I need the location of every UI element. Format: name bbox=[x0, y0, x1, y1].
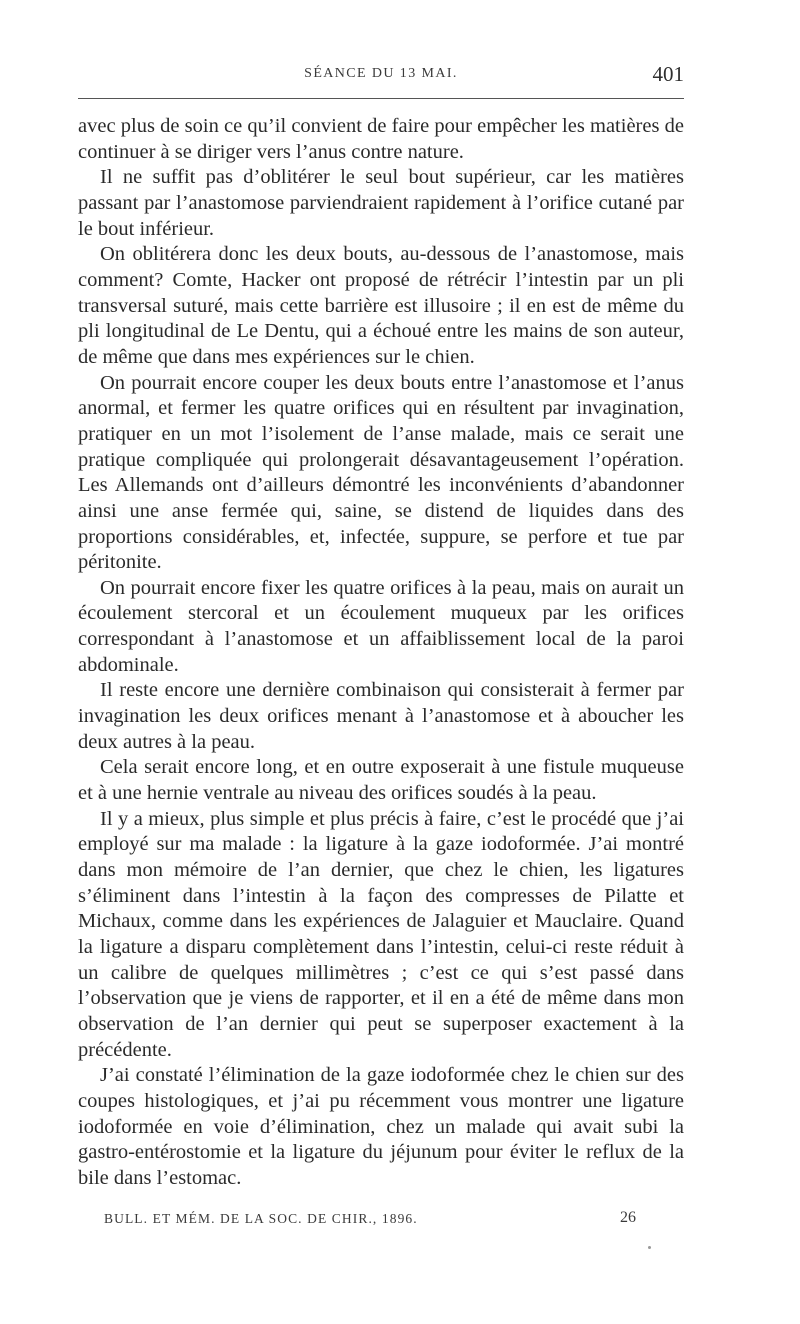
paragraph: On oblitérera donc les deux bouts, au-dessous de l’anastomose, mais comment? Comte, Hacker ont proposé de rétrécir l’intestin par un pli transversal suturé, mais cette barrière est illusoire ; il en est de même du pli longitudinal de Le Dentu, qui a échoué entre les mains de son auteur, de même que dans mes expériences sur le chien. bbox=[78, 243, 684, 368]
journal-reference: BULL. ET MÉM. DE LA SOC. DE CHIR., 1896. bbox=[104, 1211, 418, 1226]
header-rule bbox=[78, 98, 684, 99]
print-speck bbox=[648, 1246, 651, 1249]
paragraph: Il reste encore une dernière combinaison qui consisterait à fermer par invagination les deux orifices menant à l’anastomose et à aboucher les deux autres à la peau. bbox=[78, 679, 684, 753]
paragraph: On pourrait encore couper les deux bouts entre l’anastomose et l’anus anormal, et fermer les quatre orifices qui en résultent par invagination, pratiquer en un mot l’isolement de l’anse malade, mais ce serait une pratique compliquée qui prolongerait désavantageusement l’opération. Les Allemands ont d’ailleurs démontré les inconvénients d’abandonner ainsi une anse fermée qui, saine, se distend de liquides dans des proportions considérables, et, infectée, suppure, se perfore et tue par péritonite. bbox=[78, 371, 684, 574]
page-footer bbox=[78, 1209, 684, 1233]
running-title: SÉANCE DU 13 MAI. bbox=[304, 66, 458, 81]
paragraph: Il y a mieux, plus simple et plus précis à faire, c’est le procédé que j’ai employé sur ma malade : la ligature à la gaze iodoformée. J’ai montré dans mon mémoire de l’an dernier, que chez le chien, les ligatures s’éliminent dans l’intestin à la façon des compresses de Pilatte et Michaux, comme dans les expériences de Jalaguier et Mauclaire. Quand la ligature a disparu complètement dans l’intestin, celui-ci reste réduit à un calibre de quelques millimètres ; c’est ce qui s’est passé dans l’observation que je viens de rapporter, et il en a été de même dans mon observation de l’an dernier qui peut se superposer exactement à la précédente. bbox=[78, 807, 684, 1061]
signature-mark: 26 bbox=[620, 1209, 636, 1226]
paragraph: avec plus de soin ce qu’il convient de faire pour empêcher les matières de continuer à se diriger vers l’anus contre nature. bbox=[78, 115, 684, 163]
body-text bbox=[78, 114, 684, 1192]
paragraph: J’ai constaté l’élimination de la gaze iodoformée chez le chien sur des coupes histologiques, et j’ai pu récemment vous montrer une ligature iodoformée en voie d’élimination, chez un malade qui avait subi la gastro-entérostomie et la ligature du jéjunum pour éviter le reflux de la bile dans l’estomac. bbox=[78, 1064, 684, 1189]
paragraph: On pourrait encore fixer les quatre orifices à la peau, mais on aurait un écoulement stercoral et un écoulement muqueux par les orifices correspondant à l’anastomose et un affaiblissement local de la paroi abdominale. bbox=[78, 576, 684, 676]
paragraph: Il ne suffit pas d’oblitérer le seul bout supérieur, car les matières passant par l’anastomose parviendraient rapidement à l’orifice cutané par le bout inférieur. bbox=[78, 166, 684, 240]
page-header bbox=[78, 62, 684, 88]
page-number: 401 bbox=[652, 62, 684, 86]
paragraph: Cela serait encore long, et en outre exposerait à une fistule muqueuse et à une hernie ventrale au niveau des orifices soudés à la peau. bbox=[78, 756, 684, 805]
